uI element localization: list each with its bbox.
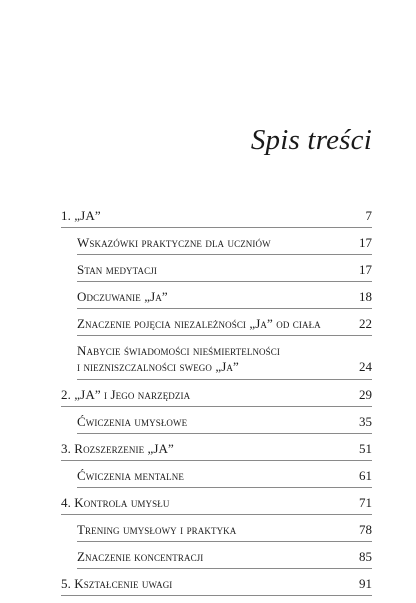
toc-entry-odczuwanie[interactable] (77, 289, 372, 309)
toc-entry-label: 3. Rozszerzenie „JA” (61, 441, 174, 456)
toc-entry-wskazowki[interactable] (77, 235, 372, 255)
toc-entry-znaczenie-pojecia[interactable] (77, 316, 372, 336)
toc-entry-page: 35 (359, 414, 372, 429)
toc-entry-cwiczenia-umyslowe[interactable] (77, 414, 372, 434)
toc-entry-nabycie[interactable] (77, 343, 372, 380)
toc-entry-label: Znaczenie pojęcia niezależności „Ja” od ciała (77, 316, 321, 331)
toc-entry-page: 29 (359, 387, 372, 402)
toc-entry-label: 1. „JA” (61, 208, 101, 223)
toc-entry-label: 5. Kształcenie uwagi (61, 576, 173, 591)
toc-entry-koncentracja[interactable] (77, 549, 372, 569)
toc-entry-page: 7 (365, 208, 372, 223)
toc-entry-page: 17 (359, 262, 372, 277)
toc-entry-stan-medytacji[interactable] (77, 262, 372, 282)
toc-entry-chapter-5[interactable] (61, 576, 372, 596)
toc-entry-chapter-1[interactable] (61, 208, 372, 228)
toc-entry-label (77, 343, 280, 375)
toc-entry-page: 61 (359, 468, 372, 483)
toc-entry-label: 2. „JA” i Jego narzędzia (61, 387, 191, 402)
toc-entry-page: 51 (359, 441, 372, 456)
toc-entry-page: 18 (359, 289, 372, 304)
toc-entry-label: Wskazówki praktyczne dla uczniów (77, 235, 271, 250)
toc-entry-trening[interactable] (77, 522, 372, 542)
toc-entry-label: Odczuwanie „Ja” (77, 289, 168, 304)
toc-entry-label-line-2: i niezniszczalności swego „Ja” (77, 359, 239, 374)
toc-entry-label: Ćwiczenia umysłowe (77, 414, 188, 429)
toc-entry-label: 4. Kontrola umysłu (61, 495, 170, 510)
toc-entry-chapter-4[interactable] (61, 495, 372, 515)
toc-entry-page: 85 (359, 549, 372, 564)
toc-entry-label: Znaczenie koncentracji (77, 549, 204, 564)
table-of-contents (61, 208, 372, 603)
toc-entry-page: 17 (359, 235, 372, 250)
toc-entry-page: 91 (359, 576, 372, 591)
toc-entry-page: 78 (359, 522, 372, 537)
toc-entry-label-line-1: Nabycie świadomości nieśmiertelności (77, 343, 280, 358)
toc-entry-label: Ćwiczenia mentalne (77, 468, 184, 483)
toc-entry-chapter-2[interactable] (61, 387, 372, 407)
toc-entry-label: Trening umysłowy i praktyka (77, 522, 237, 537)
toc-entry-label: Stan medytacji (77, 262, 157, 277)
toc-entry-page: 22 (359, 316, 372, 331)
page-title: Spis treści (250, 124, 372, 156)
toc-entry-page: 24 (359, 359, 372, 374)
toc-entry-cwiczenia-mentalne[interactable] (77, 468, 372, 488)
toc-entry-chapter-3[interactable] (61, 441, 372, 461)
toc-entry-page: 71 (359, 495, 372, 510)
